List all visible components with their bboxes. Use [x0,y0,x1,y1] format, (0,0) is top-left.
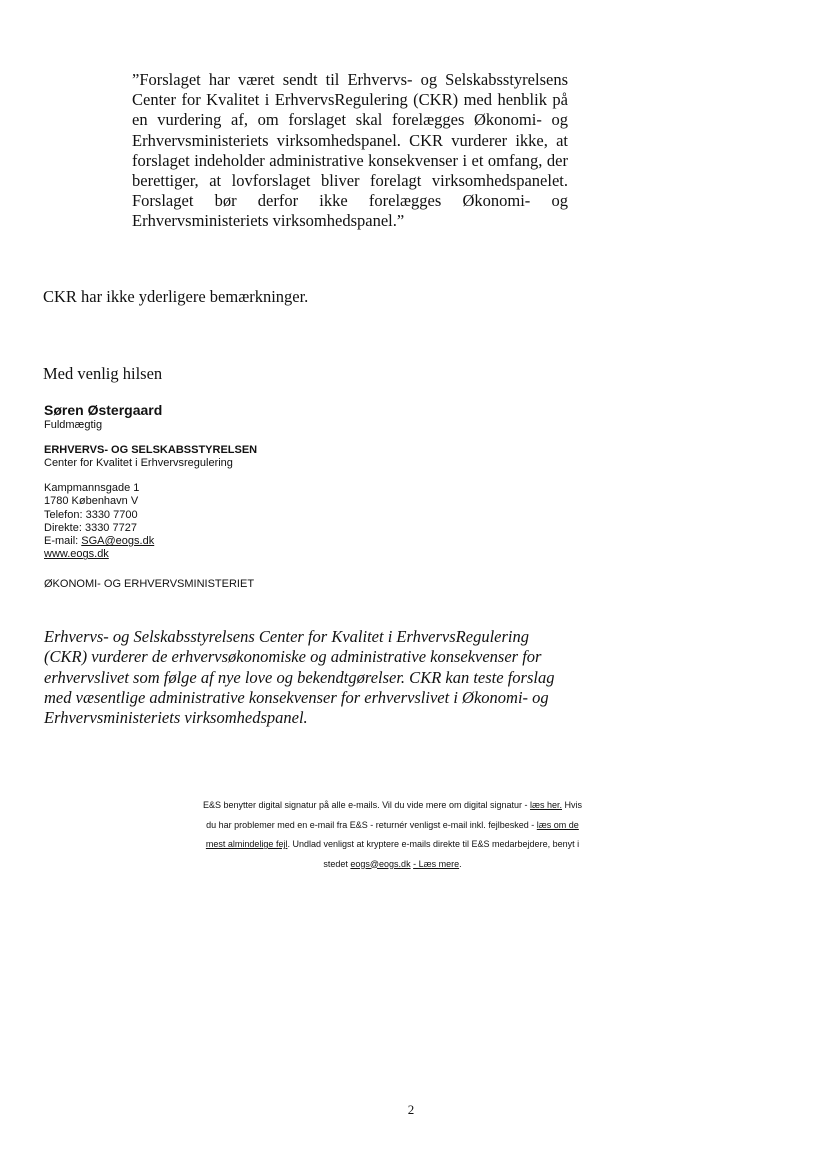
closing-remark: CKR har ikke yderligere bemærkninger. [43,287,309,306]
phone: Telefon: 3330 7700 [44,508,138,521]
email-link[interactable]: SGA@eogs.dk [81,535,155,548]
department-name: Center for Kvalitet i Erhvervsregulering [44,457,233,469]
organization-block [44,444,257,470]
quote-text: ”Forslaget har været sendt til Erhvervs- og Selskabsstyrelsens Center for Kvalitet i ErhvervsRegulering (CKR) med henblik på en vurdering af, om forslaget skal forelægges Økonomi- og Erhvervsministeriets virksomhedspanel. CKR vurderer ikke, at forslaget indeholder administrative konsekvenser i et omfang, der berettiger, at lovforslaget bliver forelagt virksomhedspanelet. Forslaget bør derfor ikke forelægges Økonomi- og Erhvervsministeriets virksomhedspanel.” [132,70,568,231]
website-link[interactable]: www.eogs.dk [44,548,109,561]
signatory-name: Søren Østergaard [44,402,163,418]
email-row [44,535,154,548]
page-number: 2 [407,1102,415,1117]
ministry-name: ØKONOMI- OG ERHVERVSMINISTERIET [44,578,255,590]
quoted-statement [132,70,568,232]
direct-phone: Direkte: 3330 7727 [44,521,137,534]
city: 1780 København V [44,495,139,508]
footer-text-2: Hvis du har problemer med en e-mail fra E&S - returnér venligst e-mail inkl. fejlbesked - [206,800,582,830]
footer-text-5: . [459,858,462,869]
email-label: E-mail: [44,535,82,548]
website-row [44,548,154,561]
eogs-email-link[interactable]: eogs@eogs.dk [350,858,411,869]
read-here-link[interactable]: læs her. [529,800,562,810]
footer-text-1: E&S benytter digital signatur på alle e-mails. Vil du vide mere om digital signatur - [202,800,530,810]
contact-details [44,482,154,562]
email-footer-note [200,796,585,874]
read-more-link[interactable]: - Læs mere [413,858,460,869]
address: Kampmannsgade 1 [44,482,140,494]
ckr-description: Erhvervs- og Selskabsstyrelsens Center for Kvalitet i ErhvervsRegulering (CKR) vurderer de erhvervsøkonomiske og administrative konsekvenser for erhvervslivet som følge af nye love og bekendtgørelser. CKR kan teste forslag med væsentlige administrative konsekvenser for erhvervslivet i Økonomi- og Erhvervsministeriets virksomhedspanel. [44,627,555,728]
common-errors-link[interactable]: læs om de mest almindelige fejl [205,819,579,849]
footer-text-3: . Undlad venligst at kryptere e-mails direkte til E&S medarbejdere, benyt i stedet [287,839,580,869]
greeting: Med venlig hilsen [43,364,163,383]
organization-name: ERHVERVS- OG SELSKABSSTYRELSEN [44,444,258,456]
signatory-title: Fuldmægtig [44,419,103,431]
